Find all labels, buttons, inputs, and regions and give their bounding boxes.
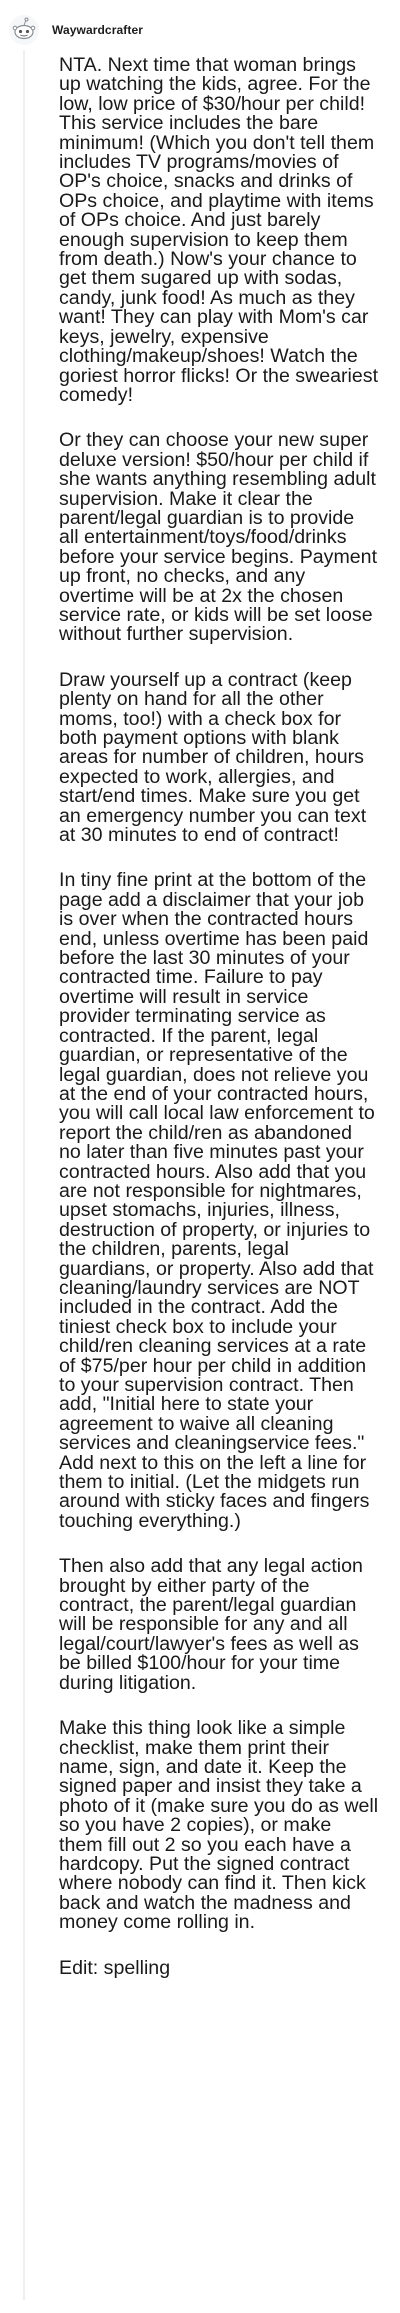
comment-body bbox=[59, 56, 379, 1978]
comment-paragraph: Make this thing look like a simple checklist, make them print their name, sign, and date it. Keep the signed paper and insist they take a photo of it (make sure you do as well so you have 2 copies), or make them fill out 2 so you each have a hardcopy. Put the signed contract where nobody can find it. Then kick back and watch the madness and money come rolling in. bbox=[59, 1717, 379, 1934]
comment-header bbox=[8, 14, 143, 46]
reddit-snoo-avatar-icon[interactable] bbox=[8, 14, 40, 46]
comment-paragraph: Edit: spelling bbox=[59, 1956, 171, 1979]
comment-paragraph: In tiny fine print at the bottom of the page add a disclaimer that your job is over when the contracted hours end, unless overtime has been paid before the last 30 minutes of your contracted time. Failure to pay overtime will result in service provider terminating service as contracted. If the parent, legal guardian, or representative of the legal guardian, does not relieve you at the end of your contracted hours, you will call local law enforcement to report the child/ren as abandoned no later than five minutes past your contracted hours. Also add that you are not responsible for nightmares, upset stomachs, injuries, illness, destruction of property, or injuries to the children, parents, legal guardians, or property. Also add that cleaning/laundry services are NOT included in the contract. Add the tiniest check box to include your child/ren cleaning services at a rate of $75/per hour per child in addition to your supervision contract. Then add, "Initial here to state your agreement to waive all cleaning services and cleaningservice fees." Add next to this on the left a line for them to initial. (Let the midgets run around with sticky faces and fingers touching everything.) bbox=[59, 869, 375, 1532]
thread-collapse-line[interactable] bbox=[23, 50, 25, 2300]
comment-paragraph: Then also add that any legal action brought by either party of the contract, the parent/legal guardian will be responsible for any and all legal/court/lawyer's fees as well as be billed $100/hour for your time during litigation. bbox=[59, 1555, 363, 1694]
comment-paragraph: NTA. Next time that woman brings up watching the kids, agree. For the low, low price of $30/hour per child! This service includes the bare minimum! (Which you don't tell them includes TV programs/movies of OP's choice, snacks and drinks of OPs choice, and playtime with items of OPs choice. And just barely enough supervision to keep them from death.) Now's your chance to get them sugared up with sodas, candy, junk food! As much as they want! They can play with Mom's car keys, jewelry, expensive clothing/makeup/shoes! Watch the goriest horror flicks! Or the sweariest comedy! bbox=[59, 54, 379, 406]
comment-paragraph: Draw yourself up a contract (keep plenty on hand for all the other moms, too!) with a check box for both payment options with blank areas for number of children, hours expected to work, allergies, and start/end times. Make sure you get an emergency number you can text at 30 minutes to end of contract! bbox=[59, 668, 367, 847]
username[interactable]: Waywardcrafter bbox=[52, 23, 143, 37]
comment-paragraph: Or they can choose your new super deluxe version! $50/hour per child if she wants anything resembling adult supervision. Make it clear the parent/legal guardian is to provide all entertainment/toys/food/drinks before your service begins. Payment up front, no checks, and any overtime will be at 2x the chosen service rate, or kids will be set loose without further supervision. bbox=[59, 429, 378, 646]
